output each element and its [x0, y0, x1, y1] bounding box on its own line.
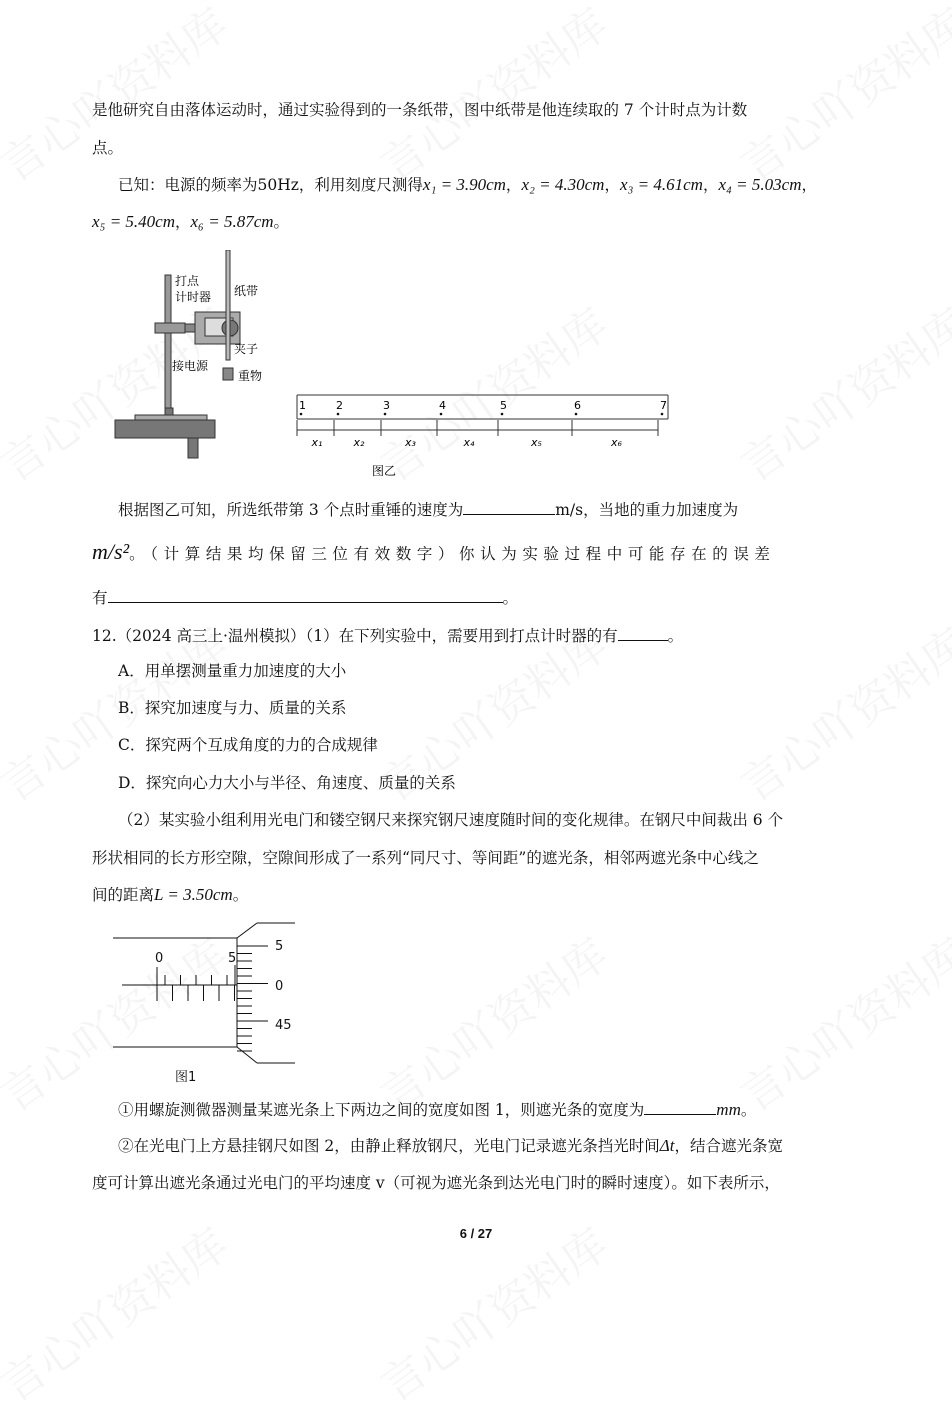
- option-d: D．探究向心力大小与半径、角速度、质量的关系: [118, 774, 456, 792]
- tape-point-label: 4: [439, 399, 446, 412]
- period: 。: [273, 213, 290, 231]
- x3-value: x₃ = 4.61cm: [619, 175, 703, 194]
- tape-dot: [440, 413, 443, 416]
- separator: ，: [604, 176, 620, 194]
- unit-text: mm: [716, 1100, 741, 1119]
- period: 。: [232, 886, 249, 904]
- question-line: [118, 498, 738, 520]
- x5-value: x₅ = 5.40cm: [92, 212, 175, 231]
- option-b: B．探究加速度与力、质量的关系: [118, 699, 347, 717]
- separator: ，: [175, 213, 191, 231]
- paragraph-line: [92, 885, 248, 905]
- segment-label: x₄: [463, 436, 475, 449]
- x1-value: x₁ = 3.90cm: [422, 175, 506, 194]
- x2-value: x₂ = 4.30cm: [521, 175, 605, 194]
- segment-label: x₆: [611, 436, 622, 449]
- segment-label: x₁: [311, 436, 323, 449]
- label-weight: 重物: [238, 369, 263, 383]
- main-scale-label: 0: [155, 951, 164, 966]
- watermark: [726, 920, 952, 1124]
- L-value: L = 3.50cm: [154, 885, 233, 904]
- segment-label: x₂: [353, 436, 365, 449]
- paragraph-line: 形状相同的长方形空隙，空隙间形成了一系列“同尺寸、等间距”的遮光条，相邻两遮光条中心线之: [92, 849, 759, 867]
- page-number: 6 / 27: [459, 1226, 493, 1241]
- thimble-label: 0: [275, 979, 284, 994]
- question-text: m/s，当地的重力加速度为: [555, 501, 739, 519]
- tape-point-label: 2: [336, 399, 343, 412]
- segment-label: x₅: [531, 436, 542, 449]
- period: 。: [740, 1101, 757, 1119]
- question-text: ，结合遮光条宽: [674, 1137, 784, 1155]
- label-power: 接电源: [172, 359, 209, 373]
- given-text: 已知：电源的频率为50Hz，利用刻度尺测得: [118, 176, 423, 194]
- label-tape: 纸带: [234, 284, 259, 298]
- option-c: C．探究两个互成角度的力的合成规律: [118, 736, 378, 754]
- main-scale-label: 5: [228, 951, 237, 966]
- question-text: ①用螺旋测微器测量某遮光条上下两边之间的宽度如图 1，则遮光条的宽度为: [118, 1101, 645, 1119]
- tape-dot: [384, 413, 387, 416]
- separator: ，: [801, 176, 817, 194]
- label-timer: 打点: [175, 274, 200, 288]
- tape-dot: [575, 413, 578, 416]
- tape-dot: [661, 413, 664, 416]
- subquestion-2: [118, 1136, 783, 1156]
- answer-blank-width[interactable]: [644, 1098, 716, 1115]
- answer-blank-choice[interactable]: [618, 624, 668, 641]
- period: 。: [667, 627, 684, 645]
- question-line: [92, 586, 518, 608]
- unit-text: m/s²: [92, 539, 130, 564]
- answer-blank-error[interactable]: [108, 586, 503, 603]
- watermark: [0, 0, 238, 194]
- delta-t: Δt: [659, 1136, 675, 1155]
- given-data-line: [92, 212, 289, 232]
- question-text: 根据图乙可知，所选纸带第 3 个点时重锤的速度为: [118, 501, 464, 519]
- answer-blank-velocity[interactable]: [463, 498, 555, 515]
- micrometer-figure: [100, 915, 320, 1090]
- segment-label: x₃: [405, 436, 416, 449]
- paragraph-line: （2）某实验小组利用光电门和镂空钢尺来探究钢尺速度随时间的变化规律。在钢尺中间裁出 6 个: [118, 811, 784, 829]
- tape-point-label: 5: [500, 399, 507, 412]
- question-text: 有: [92, 589, 108, 607]
- given-data-line: [118, 175, 817, 195]
- tape-point-label: 1: [299, 399, 306, 412]
- question-text: 12.（2024 高三上·温州模拟）（1）在下列实验中，需要用到打点计时器的有: [92, 627, 618, 645]
- watermark: [726, 290, 952, 494]
- label-timer: 计时器: [175, 290, 212, 304]
- watermark: [366, 920, 619, 1124]
- x6-value: x₆ = 5.87cm: [190, 212, 274, 231]
- question-text: ②在光电门上方悬挂钢尺如图 2，由静止释放钢尺，光电门记录遮光条挡光时间: [118, 1137, 660, 1155]
- watermark: [726, 0, 952, 194]
- thimble-label: 5: [275, 939, 284, 954]
- paragraph-line: 度可计算出遮光条通过光电门的平均速度 v（可视为遮光条到达光电门时的瞬时速度）。如下表所示，: [92, 1174, 780, 1192]
- thimble-label: 45: [275, 1018, 292, 1033]
- x4-value: x₄ = 5.03cm: [718, 175, 802, 194]
- question-12-stem: [92, 624, 683, 646]
- figure-caption: 图1: [175, 1070, 197, 1085]
- apparatus-figure: [110, 250, 680, 490]
- figure-caption: 图乙: [372, 464, 397, 478]
- text: 间的距离: [92, 886, 155, 904]
- tape-dot: [501, 413, 504, 416]
- option-a: A．用单摆测量重力加速度的大小: [118, 662, 347, 680]
- period: 。: [502, 589, 519, 607]
- question-text: 。（计算结果均保留三位有效数字）你认为实验过程中可能存在的误差: [129, 545, 776, 563]
- tape-point-label: 6: [574, 399, 581, 412]
- watermark: [726, 610, 952, 814]
- separator: ，: [505, 176, 522, 194]
- tape-dot: [337, 413, 340, 416]
- question-line: [92, 539, 776, 564]
- tape-point-label: 7: [660, 399, 667, 412]
- watermark: [366, 0, 619, 194]
- paragraph-line: 是他研究自由落体运动时，通过实验得到的一条纸带，图中纸带是他连续取的 7 个计时点为计数: [92, 101, 748, 119]
- tape-dot: [300, 413, 303, 416]
- paper-tape: [297, 395, 668, 430]
- paragraph-line: 点。: [92, 139, 124, 157]
- separator: ，: [702, 176, 719, 194]
- tape-point-label: 3: [383, 399, 390, 412]
- label-clip: 夹子: [234, 342, 259, 356]
- subquestion-1: [118, 1098, 756, 1120]
